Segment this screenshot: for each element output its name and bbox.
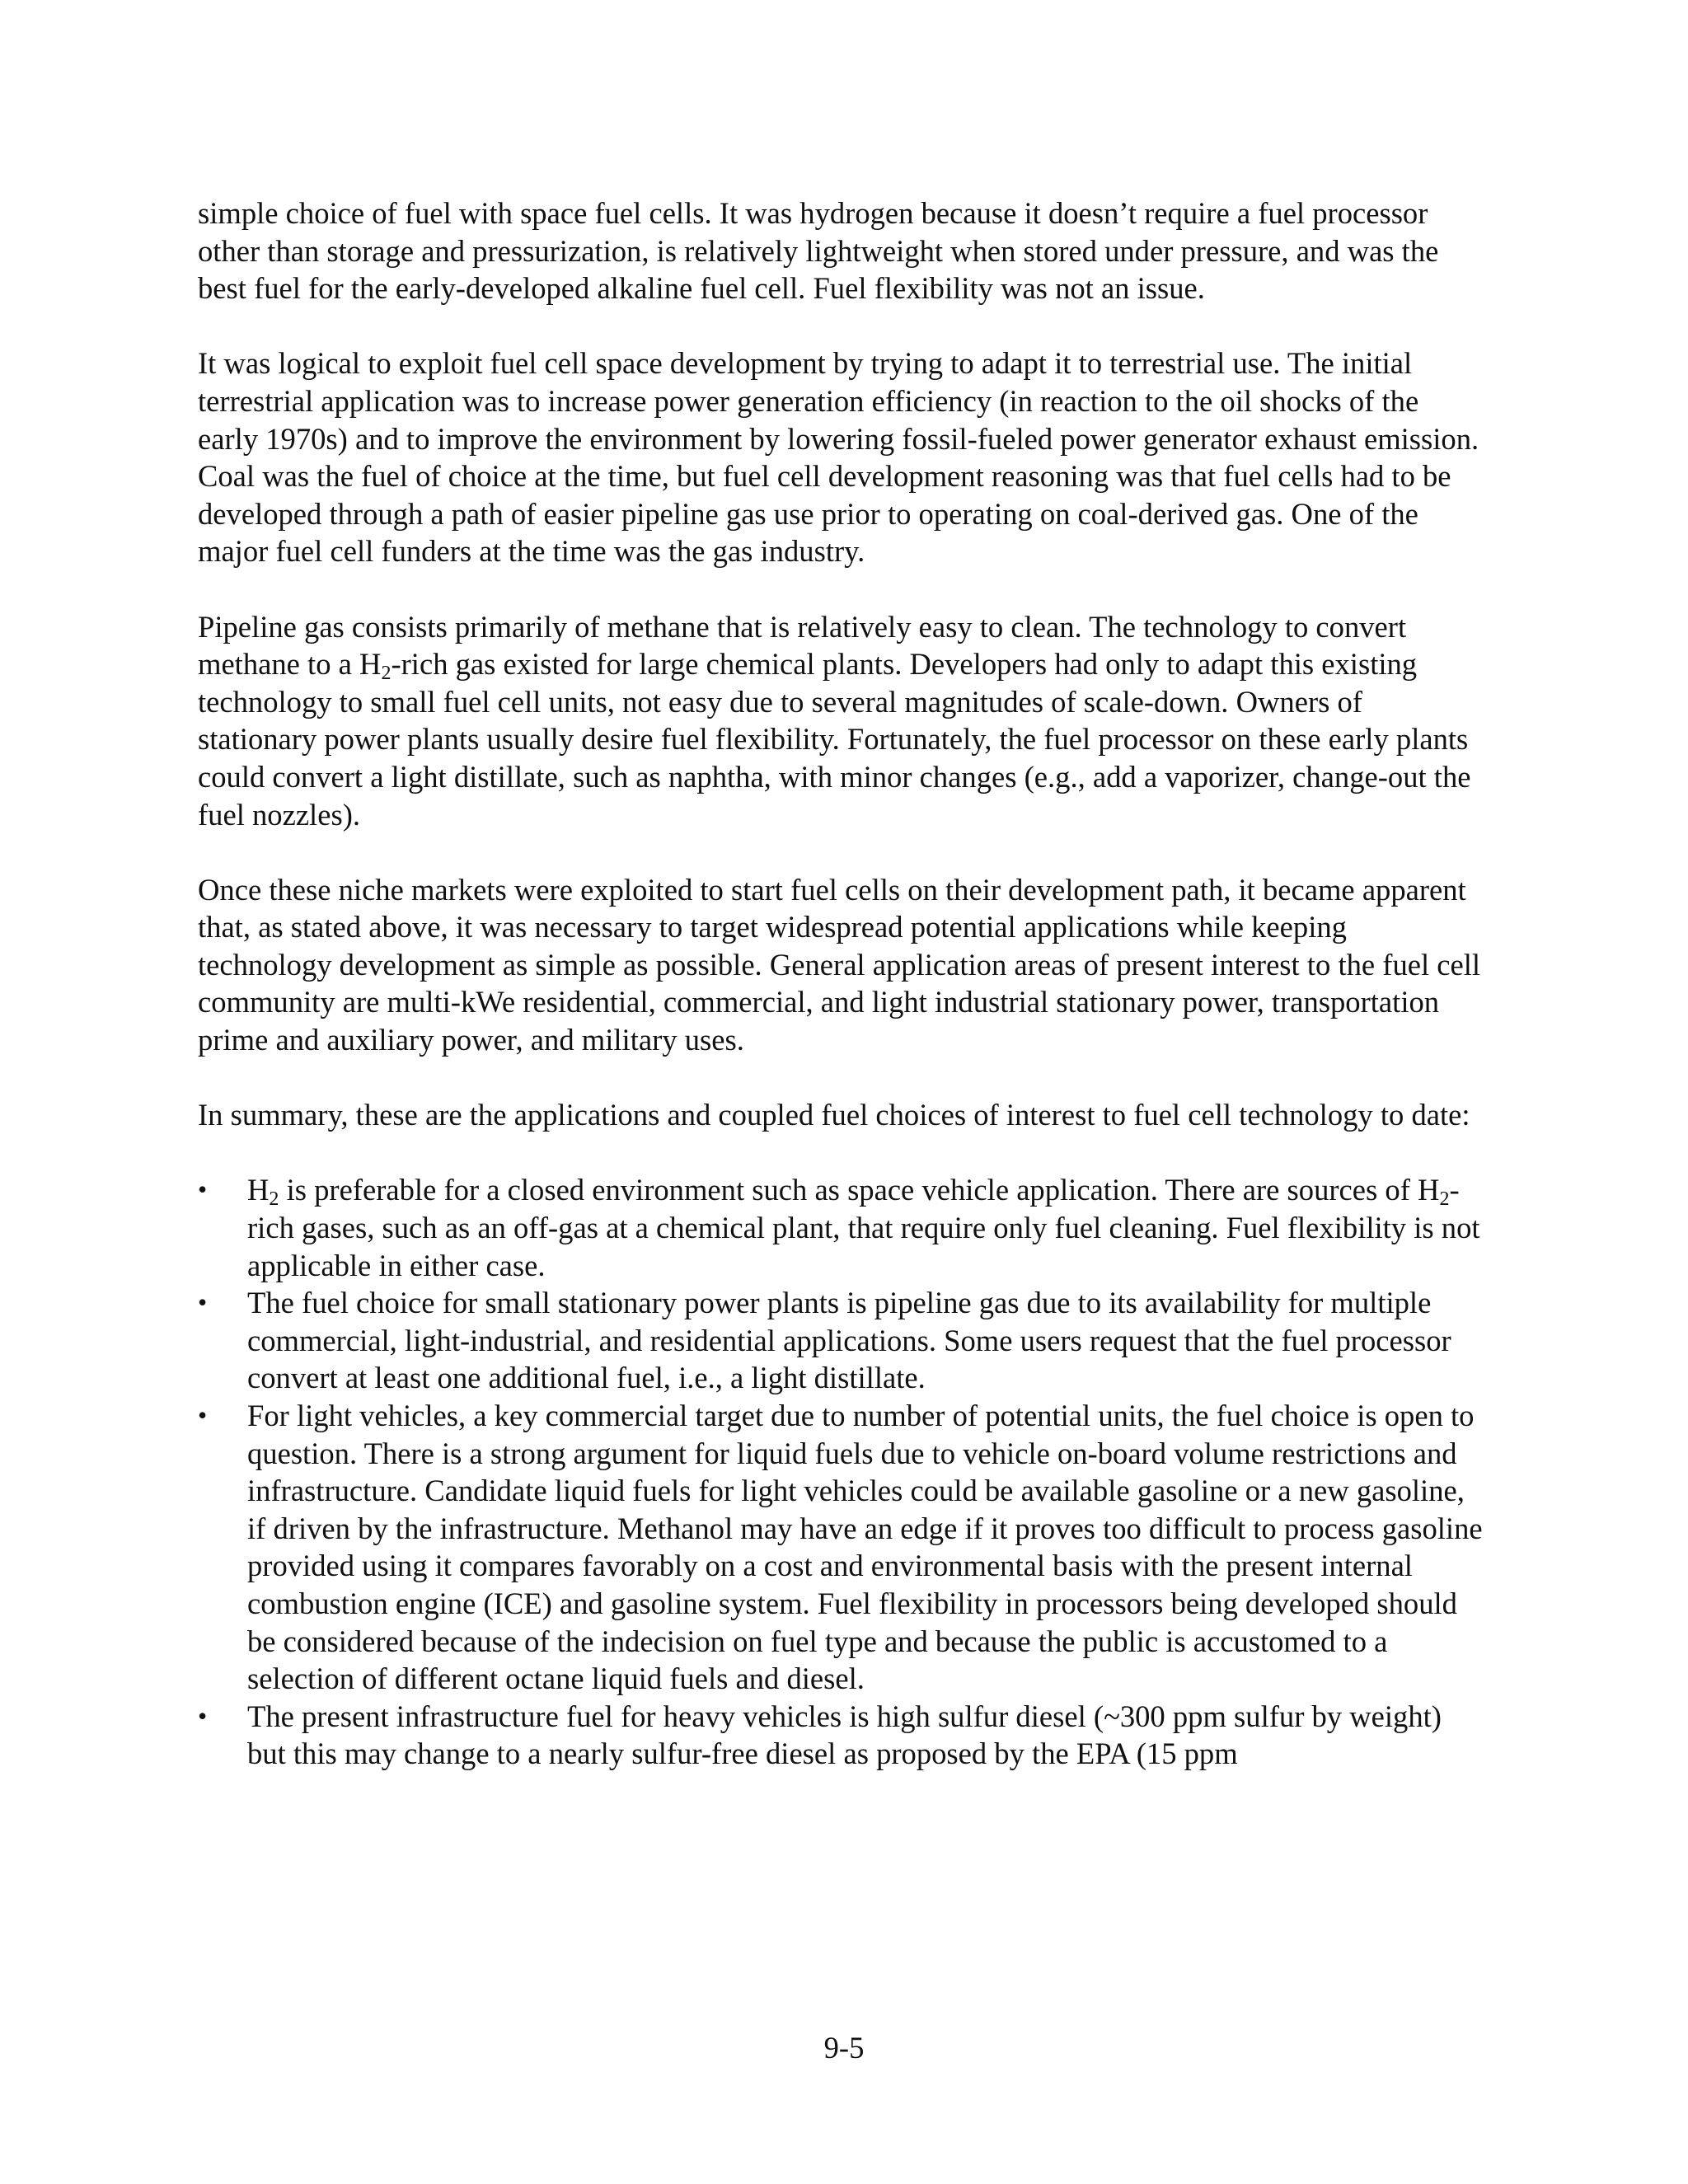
bullet-icon: • — [198, 1700, 208, 1731]
bullet-text-part2: is preferable for a closed environment such as space vehicle application. There are sources of H — [279, 1173, 1440, 1207]
subscript-2: 2 — [381, 663, 392, 685]
bullet-item-hydrogen — [198, 1171, 1484, 1284]
bullet-icon: • — [198, 1287, 208, 1318]
bullet-text-part1: H — [247, 1173, 270, 1207]
subscript-2: 2 — [1439, 1188, 1450, 1211]
subscript-2: 2 — [269, 1188, 279, 1211]
bullet-text: The present infrastructure fuel for heavy vehicles is high sulfur diesel (~300 ppm sulfur by weight) but this may change to a nearly sulfur-free diesel as proposed by the EPA (15 ppm — [247, 1699, 1442, 1771]
paragraph-pipeline-gas — [198, 608, 1484, 834]
page-number: 9-5 — [823, 2031, 865, 2064]
paragraph-summary-intro: In summary, these are the applications and coupled fuel choices of interest to fuel cell technology to date: — [198, 1098, 1470, 1132]
paragraph-fuel-choice-space: simple choice of fuel with space fuel cells. It was hydrogen because it doesn’t require a fuel processor other than storage and pressurization, is relatively lightweight when stored under pressure, and was the best fuel for the early-developed alkaline fuel cell. Fuel flexibility was not an issue. — [198, 196, 1439, 306]
bullet-item-stationary-power — [198, 1284, 1484, 1397]
bullet-text: For light vehicles, a key commercial target due to number of potential units, the fuel choice is open to question. There is a strong argument for liquid fuels due to vehicle on-board volume restrictions and infrastructure. Candidate liquid fuels for light vehicles could be available gasoline or a new gasoline, if driven by the infrastructure. Methanol may have an edge if it proves too difficult to process gasoline provided using it compares favorably on a cost and environmental basis with the present internal combustion engine (ICE) and gasoline system. Fuel flexibility in processors being developed should be considered because of the indecision on fuel type and because the public is accustomed to a selection of different octane liquid fuels and diesel. — [247, 1399, 1483, 1696]
paragraph-niche-markets: Once these niche markets were exploited to start fuel cells on their development path, it became apparent that, as stated above, it was necessary to target widespread potential applications while keeping technology development as simple as possible. General application areas of present interest to the fuel cell community are multi-kWe residential, commercial, and light industrial stationary power, transportation prime and auxiliary power, and military uses. — [198, 872, 1481, 1057]
bullet-item-heavy-vehicles — [198, 1698, 1484, 1773]
paragraph-terrestrial-use: It was logical to exploit fuel cell space development by trying to adapt it to terrestrial use. The initial terrestrial application was to increase power generation efficiency (in reaction to the oil shocks of the early 1970s) and to improve the environment by lowering fossil-fueled power generator exhaust emission. Coal was the fuel of choice at the time, but fuel cell development reasoning was that fuel cells had to be developed through a path of easier pipeline gas use prior to operating on coal-derived gas. One of the major fuel cell funders at the time was the gas industry. — [198, 346, 1479, 569]
paragraph-pipeline-gas-part1: Pipeline gas consists primarily of methane that is relatively easy to clean. The technology to convert methane to a H — [198, 609, 1407, 682]
bullet-icon: • — [198, 1174, 208, 1205]
paragraph-pipeline-gas-part2: -rich gas existed for large chemical plants. Developers had only to adapt this existing technology to small fuel cell units, not easy due to several magnitudes of scale-down. Owners of stationary power plants usually desire fuel flexibility. Fortunately, the fuel processor on these early plants could convert a light distillate, such as naphtha, with minor changes (e.g., add a vaporizer, change-out the fuel nozzles). — [198, 647, 1471, 832]
bullet-text-part3: -rich gases, such as an off-gas at a chemical plant, that require only fuel cleaning. Fuel flexibility is not applicable in either case. — [247, 1173, 1480, 1282]
bullet-text: The fuel choice for small stationary power plants is pipeline gas due to its availability for multiple commercial, light-industrial, and residential applications. Some users request that the fuel processor convert at least one additional fuel, i.e., a light distillate. — [247, 1286, 1451, 1395]
applications-bullet-list — [198, 1171, 1484, 1773]
bullet-icon: • — [198, 1400, 208, 1430]
document-page — [198, 194, 1484, 1773]
bullet-item-light-vehicles — [198, 1397, 1484, 1698]
